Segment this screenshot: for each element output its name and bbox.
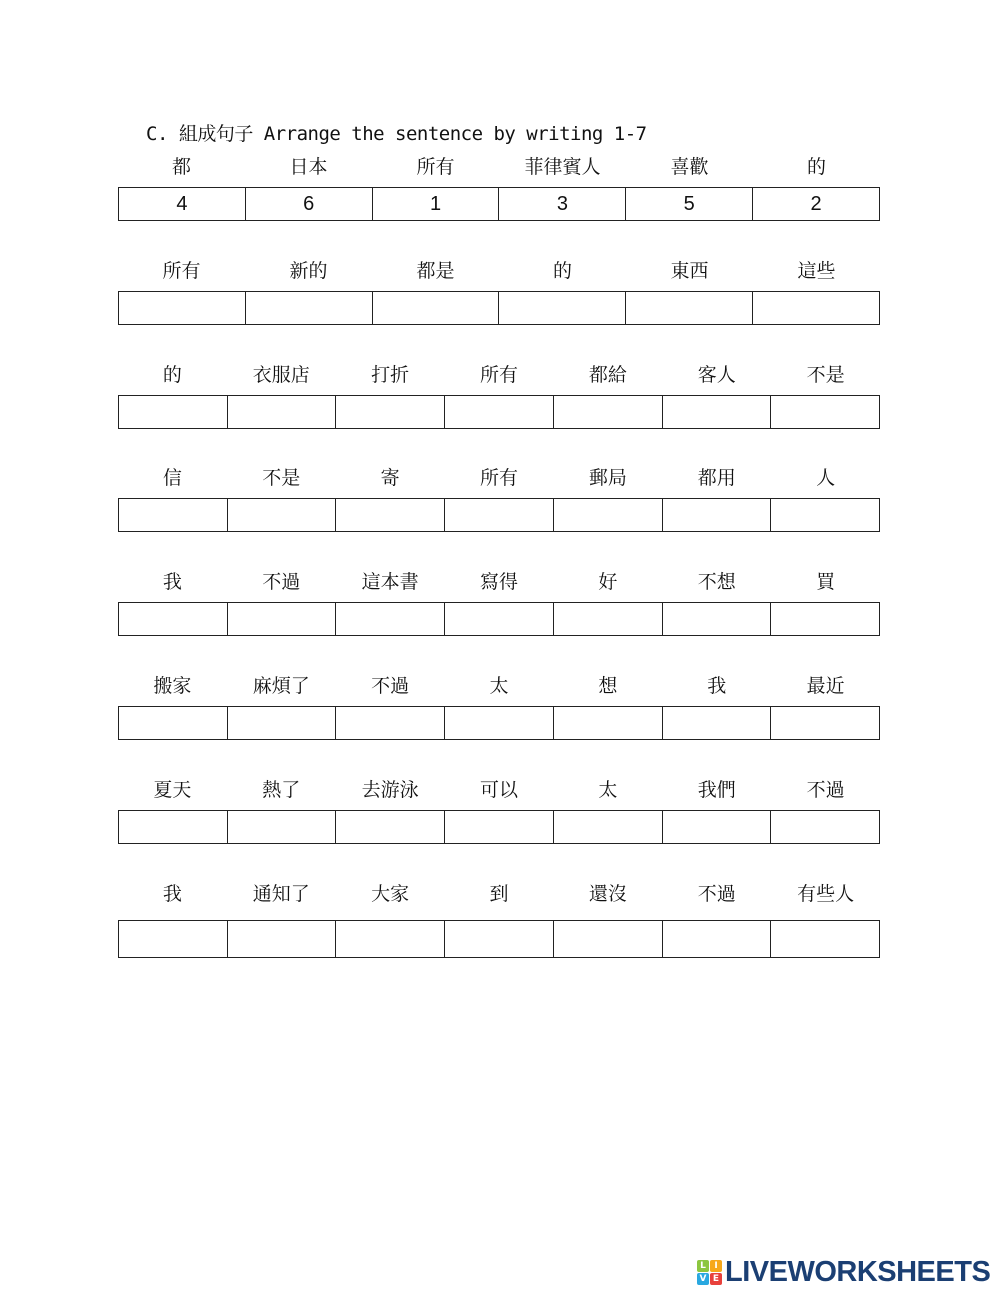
answer-box[interactable] bbox=[625, 292, 752, 324]
answer-box[interactable] bbox=[119, 707, 227, 739]
word-label: 所有 bbox=[480, 364, 519, 386]
word-label: 的 bbox=[552, 260, 572, 282]
exercise-title: C. 組成句子 Arrange the sentence by writing 1-7 bbox=[146, 123, 647, 145]
word-label: 不過 bbox=[262, 571, 301, 593]
sentence-row bbox=[118, 363, 880, 429]
word-label: 熱了 bbox=[262, 779, 301, 801]
word-label: 所有 bbox=[416, 156, 455, 178]
answer-boxes bbox=[118, 498, 880, 532]
word-label: 這些 bbox=[797, 260, 836, 282]
logo-text: LIVEWORKSHEETS bbox=[725, 1256, 991, 1288]
word-label: 信 bbox=[162, 467, 182, 489]
answer-box[interactable] bbox=[662, 603, 771, 635]
answer-box[interactable] bbox=[119, 499, 227, 531]
word-labels bbox=[118, 778, 880, 802]
word-label: 我 bbox=[162, 571, 182, 593]
answer-boxes bbox=[118, 706, 880, 740]
word-label: 太 bbox=[598, 779, 618, 801]
answer-box[interactable] bbox=[444, 707, 553, 739]
word-label: 都給 bbox=[588, 364, 627, 386]
answer-box[interactable] bbox=[335, 396, 444, 428]
word-label: 日本 bbox=[289, 156, 328, 178]
answer-box[interactable] bbox=[770, 921, 879, 957]
logo-tile: E bbox=[710, 1273, 722, 1285]
answer-box[interactable] bbox=[553, 396, 662, 428]
liveworksheets-logo bbox=[697, 1256, 990, 1289]
word-label: 寄 bbox=[380, 467, 400, 489]
word-label: 到 bbox=[489, 883, 509, 905]
word-label: 不是 bbox=[806, 364, 845, 386]
word-label: 不過 bbox=[371, 675, 410, 697]
word-label: 麻煩了 bbox=[252, 675, 310, 697]
answer-box[interactable] bbox=[227, 603, 336, 635]
answer-boxes bbox=[118, 291, 880, 325]
word-label: 菲律賓人 bbox=[524, 156, 601, 178]
word-labels bbox=[118, 466, 880, 490]
word-label: 最近 bbox=[806, 675, 845, 697]
word-label: 去游泳 bbox=[361, 779, 419, 801]
word-labels bbox=[118, 882, 880, 906]
word-label: 都用 bbox=[697, 467, 736, 489]
answer-box[interactable]: 2 bbox=[752, 188, 879, 220]
answer-box[interactable] bbox=[498, 292, 625, 324]
answer-box[interactable] bbox=[553, 499, 662, 531]
answer-box[interactable]: 6 bbox=[245, 188, 372, 220]
word-label: 新的 bbox=[289, 260, 328, 282]
logo-tile: L bbox=[697, 1260, 709, 1272]
answer-box[interactable] bbox=[553, 603, 662, 635]
answer-boxes bbox=[118, 920, 880, 958]
answer-box[interactable] bbox=[335, 921, 444, 957]
answer-box[interactable]: 3 bbox=[498, 188, 625, 220]
answer-box[interactable] bbox=[662, 707, 771, 739]
word-label: 不過 bbox=[806, 779, 845, 801]
answer-box[interactable] bbox=[770, 603, 879, 635]
word-label: 夏天 bbox=[153, 779, 192, 801]
word-label: 東西 bbox=[670, 260, 709, 282]
logo-tile: I bbox=[710, 1260, 722, 1272]
answer-box[interactable] bbox=[372, 292, 499, 324]
answer-box[interactable] bbox=[227, 811, 336, 843]
word-label: 搬家 bbox=[153, 675, 192, 697]
answer-box[interactable] bbox=[662, 499, 771, 531]
word-label: 的 bbox=[162, 364, 182, 386]
logo-tile: V bbox=[697, 1273, 709, 1285]
word-label: 不過 bbox=[697, 883, 736, 905]
answer-box[interactable] bbox=[335, 603, 444, 635]
answer-box[interactable] bbox=[335, 707, 444, 739]
word-label: 郵局 bbox=[588, 467, 627, 489]
answer-box[interactable] bbox=[444, 811, 553, 843]
word-label: 我 bbox=[162, 883, 182, 905]
answer-box[interactable] bbox=[444, 921, 553, 957]
word-labels bbox=[118, 570, 880, 594]
answer-box[interactable] bbox=[119, 921, 227, 957]
word-label: 好 bbox=[598, 571, 618, 593]
word-label: 寫得 bbox=[480, 571, 519, 593]
answer-box[interactable] bbox=[335, 499, 444, 531]
sentence-row bbox=[118, 466, 880, 532]
answer-box[interactable] bbox=[227, 921, 336, 957]
word-label: 有些人 bbox=[797, 883, 855, 905]
answer-boxes bbox=[118, 395, 880, 429]
word-labels bbox=[118, 155, 880, 179]
word-label: 我們 bbox=[697, 779, 736, 801]
sentence-row bbox=[118, 882, 880, 958]
answer-box[interactable] bbox=[662, 811, 771, 843]
answer-box[interactable] bbox=[662, 396, 771, 428]
word-label: 還沒 bbox=[588, 883, 627, 905]
word-label: 衣服店 bbox=[252, 364, 310, 386]
word-label: 不想 bbox=[697, 571, 736, 593]
answer-box[interactable] bbox=[444, 396, 553, 428]
sentence-row bbox=[118, 674, 880, 740]
word-label: 都是 bbox=[416, 260, 455, 282]
answer-box[interactable]: 5 bbox=[625, 188, 752, 220]
answer-box[interactable] bbox=[553, 811, 662, 843]
sentence-row bbox=[118, 155, 880, 221]
logo-tiles bbox=[697, 1260, 722, 1285]
word-label: 所有 bbox=[480, 467, 519, 489]
answer-box[interactable] bbox=[227, 707, 336, 739]
answer-box[interactable] bbox=[335, 811, 444, 843]
answer-box[interactable] bbox=[444, 603, 553, 635]
answer-box[interactable] bbox=[770, 707, 879, 739]
word-label: 太 bbox=[489, 675, 509, 697]
word-label: 想 bbox=[598, 675, 618, 697]
answer-box[interactable] bbox=[662, 921, 771, 957]
answer-box[interactable] bbox=[119, 811, 227, 843]
answer-box[interactable]: 4 bbox=[176, 193, 188, 215]
answer-box[interactable] bbox=[227, 396, 336, 428]
word-labels bbox=[118, 363, 880, 387]
answer-box[interactable] bbox=[770, 396, 879, 428]
word-labels bbox=[118, 259, 880, 283]
word-label: 所有 bbox=[162, 260, 201, 282]
sentence-row bbox=[118, 778, 880, 844]
word-label: 通知了 bbox=[252, 883, 310, 905]
sentence-row bbox=[118, 259, 880, 325]
answer-box[interactable] bbox=[119, 396, 227, 428]
answer-box[interactable] bbox=[119, 292, 245, 324]
answer-box[interactable] bbox=[245, 292, 372, 324]
answer-box[interactable] bbox=[444, 499, 553, 531]
answer-boxes bbox=[118, 810, 880, 844]
answer-box[interactable] bbox=[553, 921, 662, 957]
word-label: 這本書 bbox=[361, 571, 419, 593]
word-label: 可以 bbox=[480, 779, 519, 801]
word-label: 我 bbox=[707, 675, 727, 697]
word-label: 都 bbox=[171, 156, 191, 178]
word-label: 買 bbox=[816, 571, 836, 593]
word-label: 客人 bbox=[697, 364, 736, 386]
answer-box[interactable] bbox=[119, 603, 227, 635]
word-label: 喜歡 bbox=[670, 156, 709, 178]
word-label: 的 bbox=[806, 156, 826, 178]
answer-box[interactable] bbox=[752, 292, 879, 324]
answer-boxes bbox=[118, 602, 880, 636]
answer-boxes bbox=[118, 187, 880, 221]
word-labels bbox=[118, 674, 880, 698]
word-label: 大家 bbox=[371, 883, 410, 905]
answer-box[interactable] bbox=[553, 707, 662, 739]
answer-box[interactable] bbox=[770, 499, 879, 531]
word-label: 人 bbox=[816, 467, 836, 489]
answer-box[interactable] bbox=[770, 811, 879, 843]
word-label: 不是 bbox=[262, 467, 301, 489]
answer-box[interactable]: 1 bbox=[372, 188, 499, 220]
sentence-row bbox=[118, 570, 880, 636]
word-label: 打折 bbox=[371, 364, 410, 386]
answer-box[interactable] bbox=[227, 499, 336, 531]
